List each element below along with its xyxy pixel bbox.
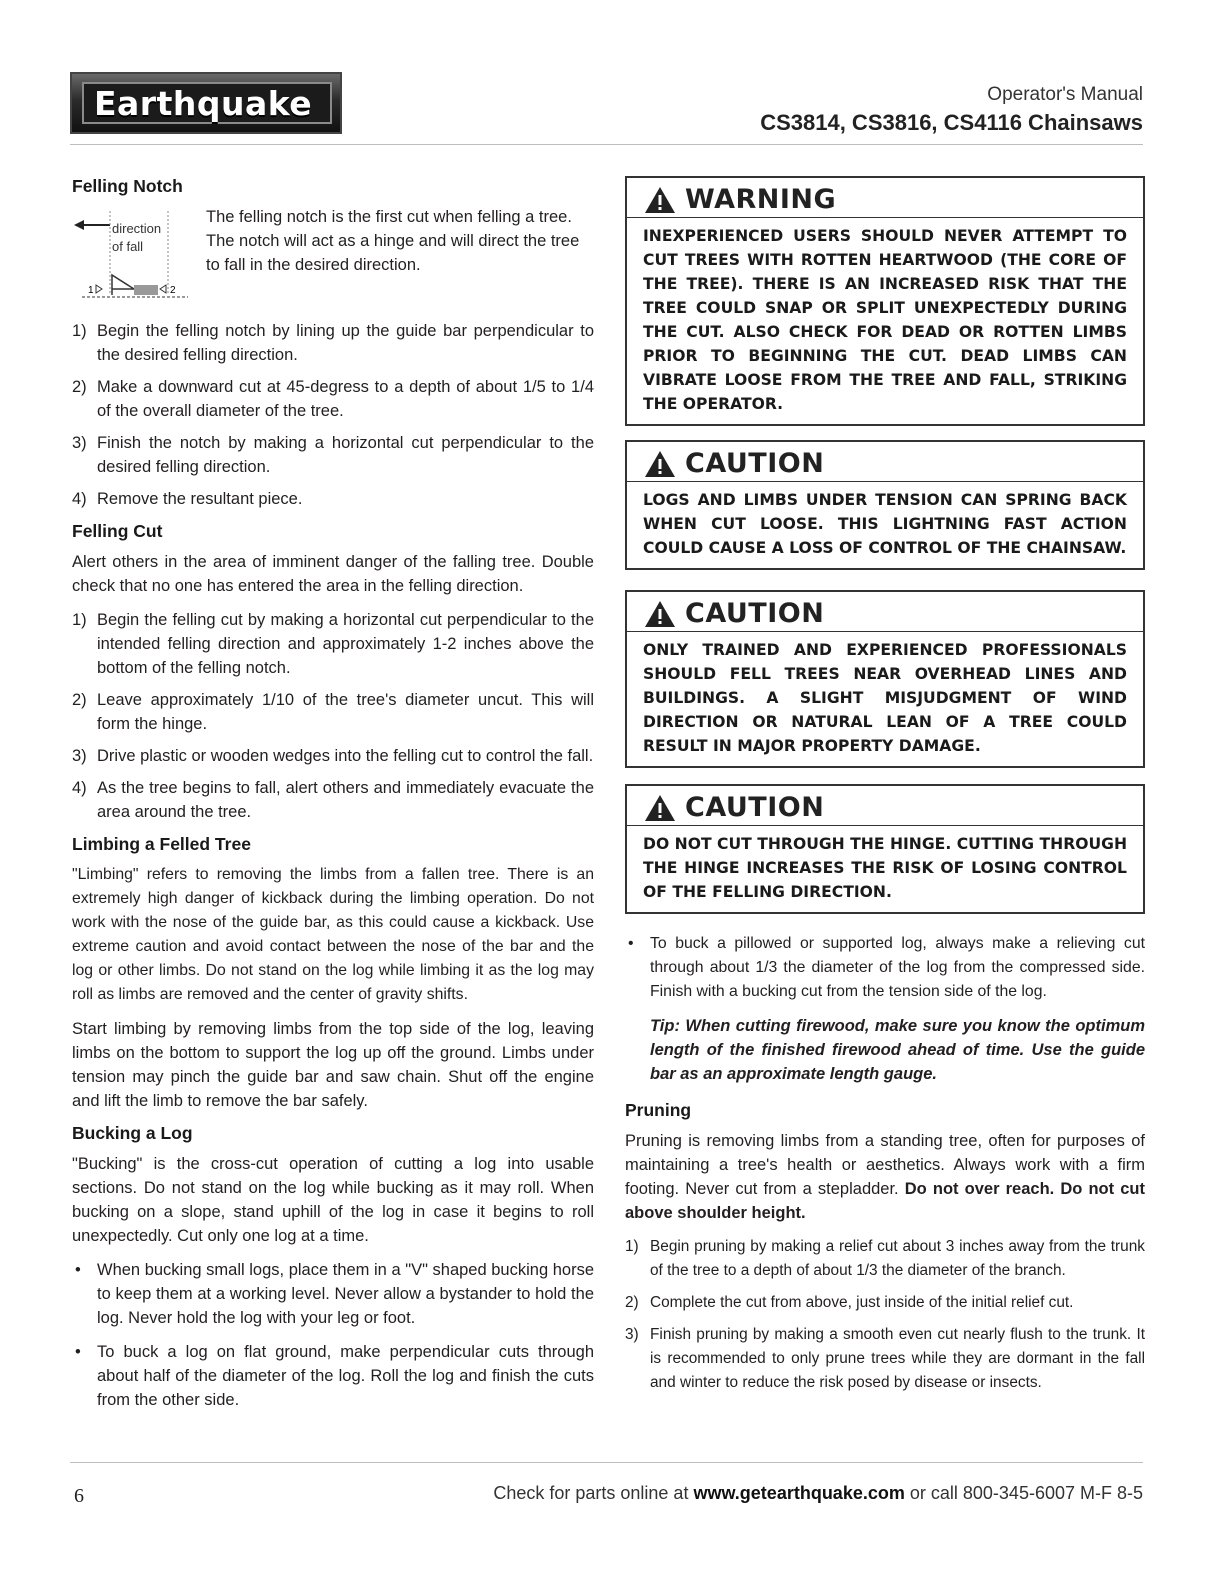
bullet-text: To buck a pillowed or supported log, always make a relieving cut through about 1/3 the diameter of the log from the compressed side. Finish with a bucking cut from the tension side of the log.	[650, 935, 1145, 1000]
felling-notch-steps	[72, 319, 594, 511]
step-number: 2)	[72, 691, 87, 709]
step-text: Leave approximately 1/10 of the tree's diameter uncut. This will form the hinge.	[97, 691, 594, 733]
brand-logo	[70, 72, 342, 134]
warning-triangle-icon	[643, 793, 677, 823]
list-item	[72, 1258, 594, 1330]
caution-text: LOGS AND LIMBS UNDER TENSION CAN SPRING BACK WHEN CUT LOOSE. THIS LIGHTNING FAST ACTION COULD CAUSE A LOSS OF CONTROL OF THE CHAINSAW.	[643, 491, 1127, 557]
list-item	[72, 608, 594, 680]
diagram-label-of-fall: of fall	[112, 239, 144, 254]
diagram-num-1: 1	[88, 285, 94, 296]
felling-notch-intro	[72, 205, 594, 305]
caution-header	[627, 442, 1143, 482]
list-item	[72, 1340, 594, 1412]
warning-text: INEXPERIENCED USERS SHOULD NEVER ATTEMPT TO CUT TREES WITH ROTTEN HEARTWOOD (THE CORE OF THE TREE). THERE IS AN INCREASED RISK THAT THE TREE COULD SNAP OR SPLIT UNEXPECTEDLY DURING THE CUT. ALSO CHECK FOR DEAD OR ROTTEN LIMBS PRIOR TO BEGINNING THE CUT. DEAD LIMBS CAN VIBRATE LOOSE FROM THE TREE AND FALL, STRIKING THE OPERATOR.	[643, 227, 1127, 413]
step-number: 2)	[72, 378, 87, 396]
signal-word: CAUTION	[685, 792, 825, 823]
signal-word: WARNING	[685, 184, 837, 215]
footer-text-after: or call 800-345-6007 M-F 8-5	[909, 1483, 1143, 1503]
diagram-label-direction: direction	[112, 221, 162, 236]
step-text: Begin pruning by making a relief cut about 3 inches away from the trunk of the tree to a depth of about 1/3 the diameter of the branch.	[650, 1238, 1145, 1279]
list-item	[625, 1323, 1145, 1395]
footer-contact	[493, 1483, 1143, 1504]
footer-divider	[70, 1462, 1143, 1463]
caution-box-tension	[625, 440, 1145, 570]
warning-triangle-icon	[643, 185, 677, 215]
step-text: Finish pruning by making a smooth even cut nearly flush to the trunk. It is recommended to only prune trees while they are dormant in the fall and winter to reduce the risk posed by disease or insects.	[650, 1326, 1145, 1391]
list-item	[72, 744, 594, 768]
list-item	[625, 1291, 1145, 1315]
limbing-paragraph-1: "Limbing" refers to removing the limbs from a fallen tree. There is an extremely high danger of kickback during the limbing operation. Do not work with the nose of the guide bar, as this could cause a kickback. Use extreme caution and avoid contact between the nose of the bar and the log or other limbs. Do not stand on the log while limbing it as the log may roll as limbs are removed and the center of gravity shifts.	[72, 866, 594, 1003]
pruning-intro	[625, 1129, 1145, 1225]
step-number: 2)	[625, 1294, 639, 1311]
step-text: Make a downward cut at 45-degress to a depth of about 1/5 to 1/4 of the overall diameter of the tree.	[97, 378, 594, 420]
bullet-marker: •	[628, 935, 634, 952]
step-number: 3)	[72, 747, 87, 765]
list-item	[72, 688, 594, 736]
step-number: 4)	[72, 490, 87, 508]
bullet-text: To buck a log on flat ground, make perpendicular cuts through about half of the diameter of the log. Roll the log and finish the cuts from the other side.	[97, 1343, 594, 1409]
signal-word: CAUTION	[685, 448, 825, 479]
step-text: As the tree begins to fall, alert others and immediately evacuate the area around the tree.	[97, 779, 594, 821]
step-text: Remove the resultant piece.	[97, 490, 303, 508]
limbing-heading: Limbing a Felled Tree	[72, 834, 251, 854]
manual-title: CS3814, CS3816, CS4116 Chainsaws	[760, 110, 1143, 135]
felling-cut-intro: Alert others in the area of imminent danger of the falling tree. Double check that no one has entered the area in the felling direction.	[72, 553, 594, 595]
caution-box-hinge	[625, 784, 1145, 914]
bucking-bullets-continued	[625, 932, 1145, 1004]
bullet-text: When bucking small logs, place them in a "V" shaped bucking horse to keep them at a working level. Never allow a bystander to hold the log. Never hold the log with your leg or foot.	[97, 1261, 594, 1327]
step-number: 4)	[72, 779, 87, 797]
pruning-intro-emphasis: Do not over reach. Do not cut above shoulder height.	[625, 1180, 1145, 1222]
list-item	[625, 1235, 1145, 1283]
list-item	[72, 319, 594, 367]
signal-word: CAUTION	[685, 598, 825, 629]
felling-notch-heading: Felling Notch	[72, 176, 183, 196]
step-text: Finish the notch by making a horizontal cut perpendicular to the desired felling direction.	[97, 434, 594, 476]
page-number: 6	[74, 1485, 84, 1507]
firewood-tip: Tip: When cutting firewood, make sure you know the optimum length of the finished firewood ahead of time. Use the guide bar as an approximate length gauge.	[650, 1017, 1145, 1083]
warning-box-rotten-heartwood	[625, 176, 1145, 426]
brand-name: Earthquake	[94, 84, 313, 123]
step-number: 1)	[72, 611, 87, 629]
step-text: Begin the felling notch by lining up the guide bar perpendicular to the desired felling direction.	[97, 322, 594, 364]
pruning-heading: Pruning	[625, 1100, 692, 1120]
warning-triangle-icon	[643, 449, 677, 479]
list-item	[72, 487, 594, 511]
step-text: Begin the felling cut by making a horizontal cut perpendicular to the intended felling direction and approximately 1-2 inches above the bottom of the felling notch.	[97, 611, 594, 677]
step-number: 1)	[625, 1238, 639, 1255]
warning-triangle-icon	[643, 599, 677, 629]
caution-header	[627, 592, 1143, 632]
header-divider	[70, 144, 1143, 145]
step-number: 3)	[625, 1326, 639, 1343]
list-item	[72, 431, 594, 479]
caution-text: DO NOT CUT THROUGH THE HINGE. CUTTING THROUGH THE HINGE INCREASES THE RISK OF LOSING CONTROL OF THE FELLING DIRECTION.	[643, 835, 1127, 901]
list-item	[625, 932, 1145, 1004]
bucking-heading: Bucking a Log	[72, 1123, 193, 1143]
limbing-paragraph-2: Start limbing by removing limbs from the top side of the log, leaving limbs on the bottom to support the log up off the ground. Limbs under tension may pinch the guide bar and saw chain. Shut off the engine and lift the limb to remove the bar safely.	[72, 1020, 594, 1110]
caution-header	[627, 786, 1143, 826]
right-column	[625, 176, 1145, 1405]
step-text: Complete the cut from above, just inside of the initial relief cut.	[650, 1294, 1074, 1311]
step-text: Drive plastic or wooden wedges into the felling cut to control the fall.	[97, 747, 594, 765]
felling-notch-diagram	[72, 205, 192, 305]
felling-cut-heading: Felling Cut	[72, 521, 163, 541]
felling-notch-description: The felling notch is the first cut when felling a tree. The notch will act as a hinge and will direct the tree to fall in the desired direction.	[206, 208, 580, 274]
left-column	[72, 176, 594, 1422]
bullet-marker: •	[75, 1261, 81, 1279]
bullet-marker: •	[75, 1343, 81, 1361]
bucking-bullets	[72, 1258, 594, 1412]
diagram-num-2: 2	[170, 285, 176, 296]
step-number: 3)	[72, 434, 87, 452]
footer-text-before: Check for parts online at	[493, 1483, 689, 1503]
footer-website-link[interactable]: www.getearthquake.com	[693, 1483, 905, 1503]
step-number: 1)	[72, 322, 87, 340]
pruning-steps	[625, 1235, 1145, 1395]
list-item	[72, 375, 594, 423]
felling-cut-steps	[72, 608, 594, 824]
pruning-intro-text: Pruning is removing limbs from a standing tree, often for purposes of maintaining a tree's health or aesthetics. Always work with a firm footing. Never cut from a stepladder.	[625, 1132, 1145, 1198]
bucking-paragraph: "Bucking" is the cross-cut operation of cutting a log into usable sections. Do not stand on the log while bucking as it may roll. When bucking on a slope, stand uphill of the log in case it begins to roll unexpectedly. Cut only one log at a time.	[72, 1155, 594, 1245]
manual-subtitle: Operator's Manual	[987, 84, 1143, 105]
list-item	[72, 776, 594, 824]
warning-header	[627, 178, 1143, 218]
caution-text: ONLY TRAINED AND EXPERIENCED PROFESSIONALS SHOULD FELL TREES NEAR OVERHEAD LINES AND BUILDINGS. A SLIGHT MISJUDGMENT OF WIND DIRECTION OR NATURAL LEAN OF A TREE COULD RESULT IN MAJOR PROPERTY DAMAGE.	[643, 641, 1127, 755]
caution-box-overhead-lines	[625, 590, 1145, 768]
